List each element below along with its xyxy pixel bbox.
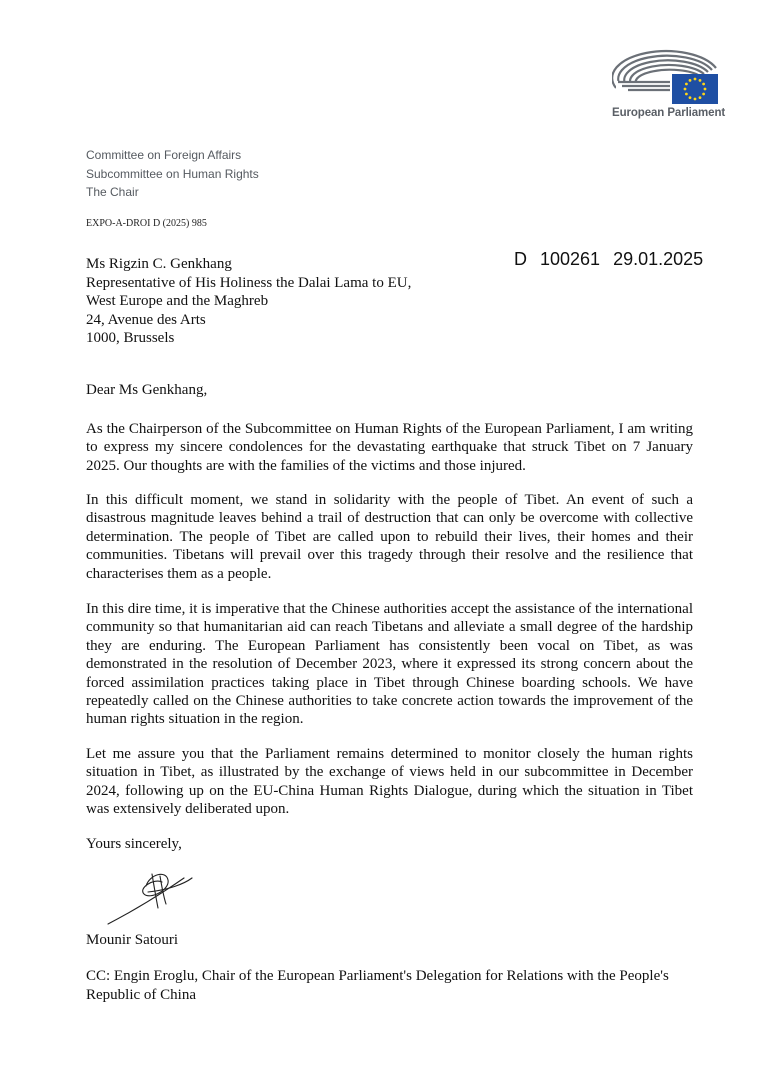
registration-stamp	[514, 249, 703, 270]
committee-name: Committee on Foreign Affairs	[86, 148, 242, 162]
cc-line: CC: Engin Eroglu, Chair of the European Parliament's Delegation for Relations with the People's Republic of China	[86, 968, 669, 1003]
stamp-number: D 100261	[514, 249, 601, 269]
body-paragraph-3: In this dire time, it is imperative that the Chinese authorities accept the assistance of the international community so that humanitarian aid can reach Tibetans and alleviate a small degree of the hardship they are enduring. The European Parliament has consistently been vocal on Tibet, as was demonstrated in the resolution of December 2023, where it expressed its strong concern about the forced assimilation practices taking place in Tibet through Chinese boarding schools. We have repeatedly called on the Chinese authorities to take concrete action towards the improvement of the human rights situation in the region.	[86, 601, 693, 728]
body-paragraph-4: Let me assure you that the Parliament remains determined to monitor closely the human rights situation in Tibet, as illustrated by the exchange of views held in our subcommittee in December 2024, following up on the EU-China Human Rights Dialogue, during which the situation in Tibet was extensively deliberated upon.	[86, 746, 693, 818]
subcommittee-name: Subcommittee on Human Rights	[86, 166, 259, 181]
recipient-address	[86, 255, 411, 348]
signer-name: Mounir Satouri	[86, 932, 179, 948]
document-reference: EXPO-A-DROI D (2025) 985	[86, 218, 207, 229]
european-parliament-logo	[612, 48, 726, 124]
closing: Yours sincerely,	[86, 836, 182, 852]
recipient-city: 1000, Brussels	[86, 330, 175, 347]
signature-icon	[88, 856, 220, 932]
recipient-street: 24, Avenue des Arts	[86, 311, 206, 328]
body-paragraph-1: As the Chairperson of the Subcommittee on Human Rights of the European Parliament, I am writing to express my sincere condolences for the devastating earthquake that struck Tibet on 7 January 2025. Our thoughts are with the families of the victims and those injured.	[86, 421, 693, 474]
recipient-title-line1: Representative of His Holiness the Dalai Lama to EU,	[86, 274, 412, 291]
body-paragraph-2: In this difficult moment, we stand in solidarity with the people of Tibet. An event of such a disastrous magnitude leaves behind a trail of destruction that can only be overcome with collective determination. The people of Tibet are called upon to rebuild their lives, their homes and their communities. Tibetans will prevail over this tragedy through their resolve and the resilience that characterises them as a people.	[86, 492, 693, 582]
hemicycle-icon	[612, 48, 722, 104]
recipient-title-line2: West Europe and the Maghreb	[86, 293, 269, 310]
stamp-date: 29.01.2025	[613, 249, 704, 269]
chair-label: The Chair	[86, 185, 139, 200]
recipient-name: Ms Rigzin C. Genkhang	[86, 256, 232, 272]
committee-block	[86, 146, 259, 202]
salutation: Dear Ms Genkhang,	[86, 382, 208, 398]
logo-text: European Parliament	[612, 107, 726, 119]
